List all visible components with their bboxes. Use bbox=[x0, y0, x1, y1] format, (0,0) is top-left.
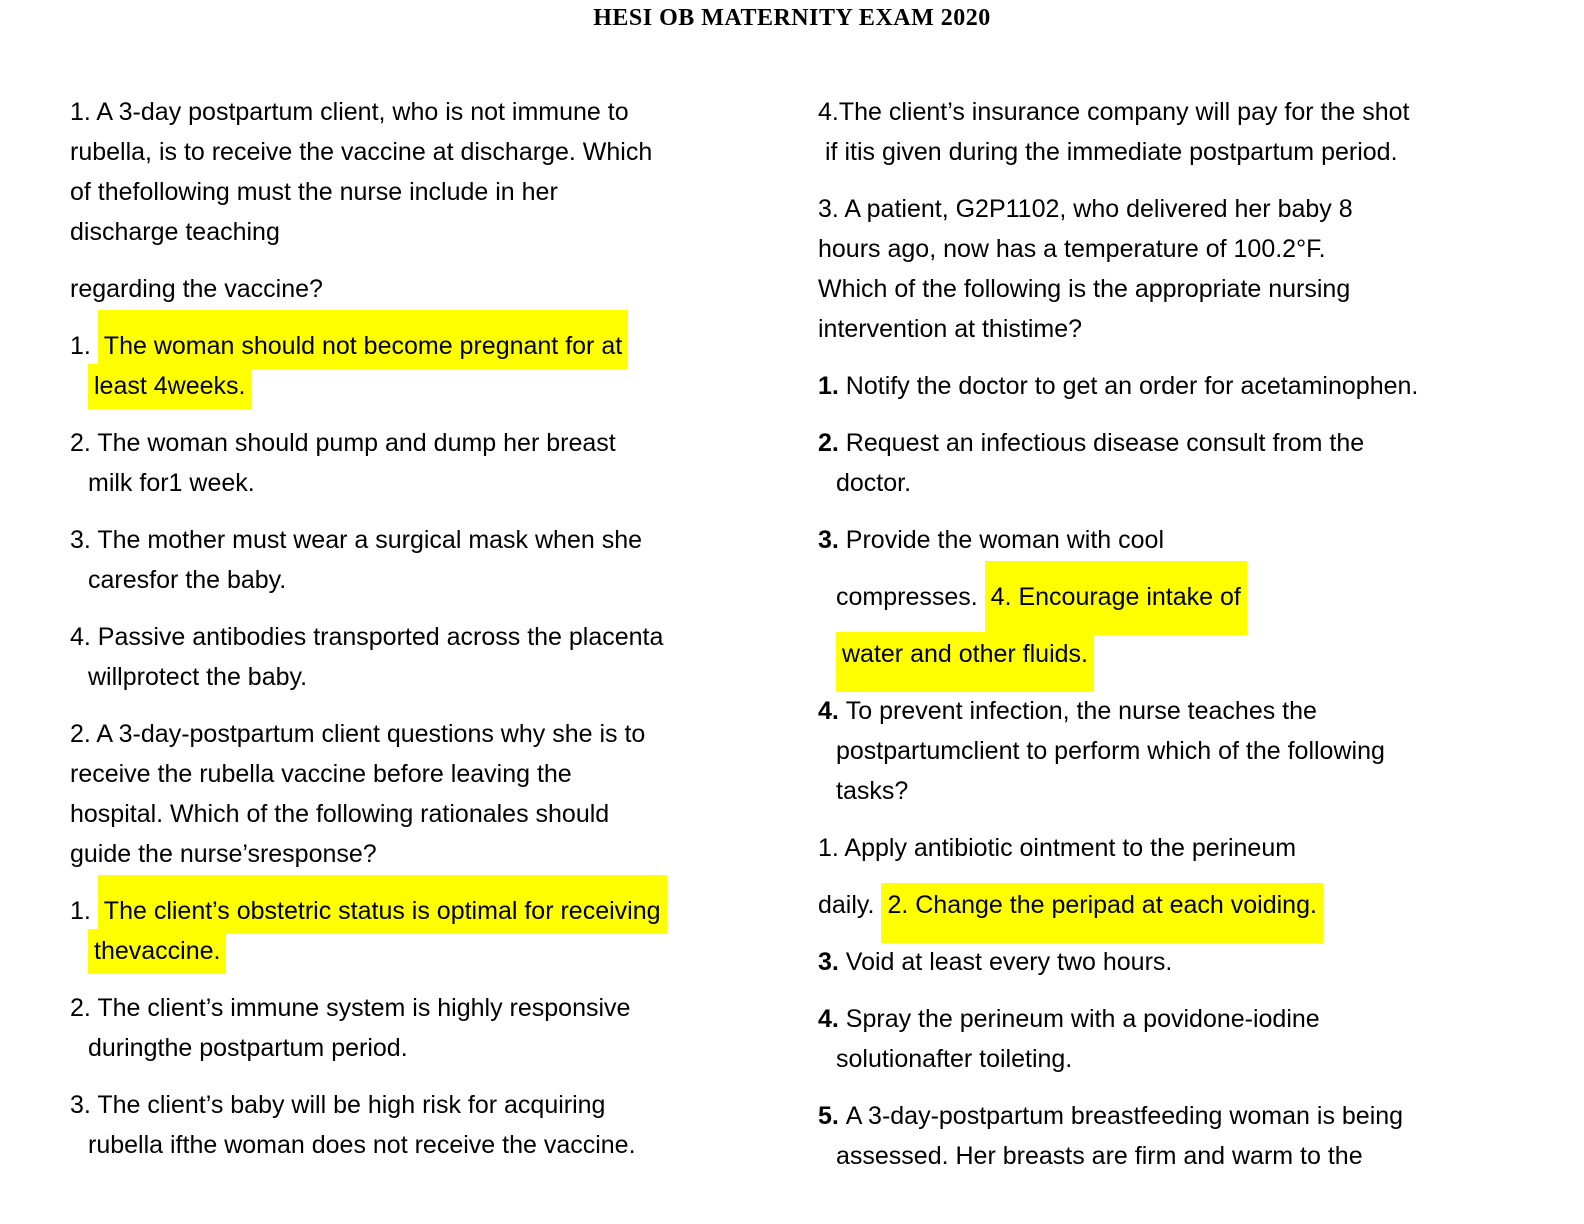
text-segment: postpartumclient to perform which of the following bbox=[836, 737, 1385, 765]
text-segment: 3. bbox=[818, 526, 846, 554]
text-line bbox=[818, 1096, 1548, 1136]
paragraph bbox=[818, 92, 1548, 172]
text-segment: daily. bbox=[818, 891, 882, 919]
paragraph bbox=[818, 189, 1548, 349]
text-segment: Which of the following is the appropriate nursing bbox=[818, 275, 1351, 303]
text-segment: doctor. bbox=[836, 469, 912, 497]
highlighted-text: The woman should not become pregnant for at bbox=[98, 310, 628, 369]
text-segment: 1. A 3-day postpartum client, who is not immune to bbox=[70, 98, 629, 126]
paragraph bbox=[818, 885, 1548, 925]
paragraph bbox=[818, 520, 1548, 560]
text-line bbox=[818, 1136, 1548, 1176]
text-segment: caresfor the baby. bbox=[88, 566, 287, 594]
text-line bbox=[818, 366, 1548, 406]
text-line bbox=[818, 577, 1548, 617]
text-segment: 2. The woman should pump and dump her breast bbox=[70, 429, 616, 457]
highlighted-text: least 4weeks. bbox=[88, 364, 251, 409]
page-title: HESI OB MATERNITY EXAM 2020 bbox=[593, 5, 991, 31]
text-segment: milk for1 week. bbox=[88, 469, 255, 497]
text-line bbox=[818, 942, 1548, 982]
text-segment: receive the rubella vaccine before leaving the bbox=[70, 760, 572, 788]
paragraph bbox=[70, 988, 770, 1068]
text-segment: Request an infectious disease consult from the bbox=[845, 429, 1365, 457]
text-line bbox=[818, 691, 1548, 731]
text-line bbox=[818, 1039, 1548, 1079]
text-line bbox=[70, 1125, 770, 1165]
paragraph bbox=[818, 366, 1548, 406]
text-line bbox=[70, 326, 770, 366]
right-column bbox=[818, 92, 1548, 1176]
text-segment: if itis given during the immediate postpartum period. bbox=[825, 138, 1398, 166]
paragraph bbox=[70, 423, 770, 503]
paragraph bbox=[70, 269, 770, 309]
text-line bbox=[70, 212, 770, 252]
paragraph bbox=[818, 691, 1548, 811]
text-line bbox=[70, 931, 770, 971]
text-segment: 1. bbox=[70, 332, 98, 360]
highlighted-text: 2. Change the peripad at each voiding. bbox=[881, 883, 1322, 943]
paragraph bbox=[70, 891, 770, 971]
text-line bbox=[70, 794, 770, 834]
paragraph bbox=[818, 1096, 1548, 1176]
paragraph bbox=[70, 714, 770, 874]
text-line bbox=[70, 988, 770, 1028]
text-line bbox=[70, 657, 770, 697]
text-line bbox=[818, 463, 1548, 503]
text-segment: of thefollowing must the nurse include in her bbox=[70, 178, 558, 206]
text-line bbox=[818, 309, 1548, 349]
text-line bbox=[70, 714, 770, 754]
text-segment: regarding the vaccine? bbox=[70, 275, 323, 303]
text-segment: duringthe postpartum period. bbox=[88, 1034, 408, 1062]
text-line bbox=[818, 132, 1548, 172]
text-line bbox=[818, 634, 1548, 674]
paragraph bbox=[70, 92, 770, 252]
text-segment: assessed. Her breasts are firm and warm to the bbox=[836, 1142, 1363, 1170]
text-line bbox=[70, 1085, 770, 1125]
text-segment: 2. bbox=[818, 429, 846, 457]
text-line bbox=[70, 520, 770, 560]
text-segment: tasks? bbox=[836, 777, 909, 805]
text-line bbox=[70, 92, 770, 132]
text-line bbox=[818, 828, 1548, 868]
text-segment: rubella, is to receive the vaccine at discharge. Which bbox=[70, 138, 653, 166]
paragraph bbox=[818, 423, 1548, 503]
text-line bbox=[70, 269, 770, 309]
text-line bbox=[70, 754, 770, 794]
paragraph bbox=[818, 828, 1548, 868]
text-line bbox=[70, 617, 770, 657]
text-segment: hospital. Which of the following rationales should bbox=[70, 800, 610, 828]
text-segment: 3. bbox=[818, 948, 846, 976]
text-line bbox=[818, 999, 1548, 1039]
text-segment: 3. The mother must wear a surgical mask when she bbox=[70, 526, 643, 554]
paragraph bbox=[818, 942, 1548, 982]
paragraph bbox=[818, 634, 1548, 674]
text-line bbox=[70, 463, 770, 503]
text-segment: discharge teaching bbox=[70, 218, 280, 246]
text-segment: rubella ifthe woman does not receive the vaccine. bbox=[88, 1131, 636, 1159]
text-segment: A 3-day-postpartum breastfeeding woman is being bbox=[845, 1102, 1404, 1130]
text-segment: hours ago, now has a temperature of 100.2°F. bbox=[818, 235, 1326, 263]
text-segment: solutionafter toileting. bbox=[836, 1045, 1073, 1073]
text-segment: 1. Apply antibiotic ointment to the perineum bbox=[818, 834, 1297, 862]
text-line bbox=[70, 891, 770, 931]
text-line bbox=[818, 885, 1548, 925]
text-line bbox=[818, 229, 1548, 269]
text-segment: Provide the woman with cool bbox=[845, 526, 1165, 554]
text-segment: Void at least every two hours. bbox=[845, 948, 1173, 976]
text-segment: 1. bbox=[818, 372, 846, 400]
text-line bbox=[818, 269, 1548, 309]
paragraph bbox=[818, 999, 1548, 1079]
text-segment: compresses. bbox=[836, 583, 985, 611]
text-segment: 4. bbox=[818, 697, 846, 725]
text-line bbox=[70, 132, 770, 172]
paragraph bbox=[70, 1085, 770, 1165]
paragraph bbox=[818, 577, 1548, 617]
text-line bbox=[818, 771, 1548, 811]
text-segment: 4.The client’s insurance company will pay for the shot bbox=[818, 98, 1410, 126]
text-line bbox=[818, 520, 1548, 560]
paragraph bbox=[70, 326, 770, 406]
text-segment: Notify the doctor to get an order for acetaminophen. bbox=[845, 372, 1419, 400]
highlighted-text: water and other fluids. bbox=[836, 632, 1094, 692]
text-segment: To prevent infection, the nurse teaches the bbox=[845, 697, 1317, 725]
text-line bbox=[818, 189, 1548, 229]
paragraph bbox=[70, 617, 770, 697]
paragraph bbox=[70, 520, 770, 600]
text-segment: 3. A patient, G2P1102, who delivered her baby 8 bbox=[818, 195, 1353, 223]
left-column bbox=[70, 92, 770, 1165]
text-line bbox=[818, 731, 1548, 771]
text-segment: 5. bbox=[818, 1102, 846, 1130]
highlighted-text: The client’s obstetric status is optimal for receiving bbox=[98, 875, 667, 934]
text-segment: Spray the perineum with a povidone-iodine bbox=[845, 1005, 1320, 1033]
text-segment: 3. The client’s baby will be high risk for acquiring bbox=[70, 1091, 606, 1119]
text-segment: 2. A 3-day-postpartum client questions why she is to bbox=[70, 720, 646, 748]
text-line bbox=[70, 366, 770, 406]
highlighted-text: 4. Encourage intake of bbox=[985, 561, 1247, 635]
text-segment: 2. The client’s immune system is highly responsive bbox=[70, 994, 631, 1022]
text-line bbox=[818, 423, 1548, 463]
text-segment: willprotect the baby. bbox=[88, 663, 308, 691]
text-segment: intervention at thistime? bbox=[818, 315, 1083, 343]
text-line bbox=[70, 834, 770, 874]
text-line bbox=[70, 1028, 770, 1068]
text-segment: guide the nurse’sresponse? bbox=[70, 840, 377, 868]
text-line bbox=[70, 423, 770, 463]
text-segment: 4. bbox=[818, 1005, 846, 1033]
text-line bbox=[818, 92, 1548, 132]
text-segment: 1. bbox=[70, 897, 98, 925]
text-line bbox=[70, 560, 770, 600]
text-line bbox=[70, 172, 770, 212]
highlighted-text: thevaccine. bbox=[88, 929, 226, 974]
text-segment: 4. Passive antibodies transported across the placenta bbox=[70, 623, 664, 651]
